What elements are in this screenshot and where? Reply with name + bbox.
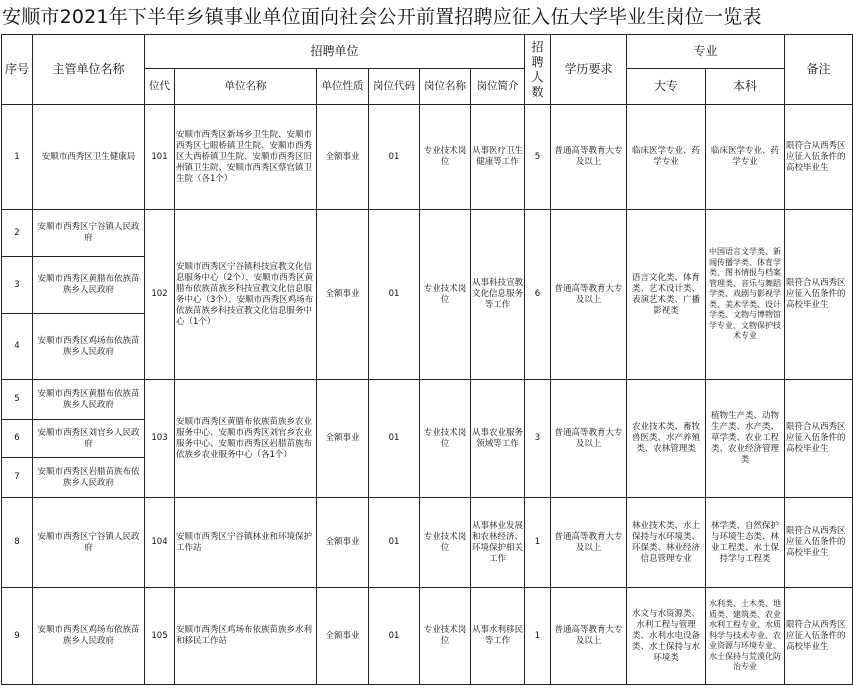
cell-code: 104	[145, 498, 175, 588]
cell-edu: 普通高等教育大专及以上	[551, 210, 627, 380]
cell-desc: 从事水利移民等工作	[471, 588, 525, 685]
cell-remark: 限符合从西秀区应征入伍条件的高校毕业生	[785, 210, 853, 380]
cell-unit: 安顺市西秀区宁谷镇林业和环境保护工作站	[175, 498, 317, 588]
header-post-desc: 岗位简介	[471, 69, 525, 105]
header-post-name: 岗位名称	[420, 69, 471, 105]
cell-code: 101	[145, 105, 175, 210]
page-title: 安顺市2021年下半年乡镇事业单位面向社会公开前置招聘应征入伍大学毕业生岗位一览表	[2, 6, 762, 28]
cell-college: 农业技术类、畜牧兽医类、水产养殖类、农林管理类	[627, 380, 706, 498]
cell-seq: 5	[2, 380, 33, 420]
cell-quota: 1	[525, 588, 551, 685]
table-row	[2, 380, 853, 420]
cell-seq: 4	[2, 314, 33, 380]
cell-desc: 从事科技宣教文化信息服务等工作	[471, 210, 525, 380]
cell-post-code: 01	[369, 588, 420, 685]
cell-quota: 3	[525, 380, 551, 498]
cell-seq: 8	[2, 498, 33, 588]
table-row	[2, 210, 853, 257]
cell-remark: 限符合从西秀区应征入伍条件的高校毕业生	[785, 498, 853, 588]
cell-nature: 全额事业	[317, 105, 369, 210]
cell-bachelor: 水利类、土木类、地质类、建筑类、农业水利工程专业、水质科学与技术专业、农业资源与环境专业、水土保持与荒漠化防治专业	[706, 588, 785, 685]
header-seq: 序号	[2, 35, 33, 105]
cell-remark: 限符合从西秀区应征入伍条件的高校毕业生	[785, 588, 853, 685]
cell-dept: 安顺市西秀区刘官乡人民政府	[33, 420, 145, 458]
cell-seq: 6	[2, 420, 33, 458]
cell-edu: 普通高等教育大专及以上	[551, 588, 627, 685]
cell-post-code: 01	[369, 210, 420, 380]
cell-nature: 全额事业	[317, 380, 369, 498]
header-row-1	[2, 35, 853, 69]
header-college: 大专	[627, 69, 706, 105]
cell-dept: 安顺市西秀区宁谷镇人民政府	[33, 498, 145, 588]
cell-seq: 7	[2, 458, 33, 498]
cell-nature: 全额事业	[317, 588, 369, 685]
cell-desc: 从事农业服务领域等工作	[471, 380, 525, 498]
cell-seq: 2	[2, 210, 33, 257]
cell-edu: 普通高等教育大专及以上	[551, 105, 627, 210]
table-row	[2, 498, 853, 588]
cell-college: 临床医学专业、药学专业	[627, 105, 706, 210]
cell-dept: 安顺市西秀区宁谷镇人民政府	[33, 210, 145, 257]
cell-dept: 安顺市西秀区鸡场布依族苗族乡人民政府	[33, 314, 145, 380]
cell-post-name: 专业技术岗位	[420, 588, 471, 685]
cell-remark: 限符合从西秀区应征入伍条件的高校毕业生	[785, 105, 853, 210]
table-row	[2, 105, 853, 210]
cell-dept: 安顺市西秀区卫生健康局	[33, 105, 145, 210]
header-unit-nature: 单位性质	[317, 69, 369, 105]
job-table	[1, 34, 853, 685]
header-bachelor: 本科	[706, 69, 785, 105]
header-major-group: 专业	[627, 35, 785, 69]
cell-nature: 全额事业	[317, 498, 369, 588]
cell-nature: 全额事业	[317, 210, 369, 380]
header-education: 学历要求	[551, 35, 627, 105]
cell-code: 102	[145, 210, 175, 380]
cell-unit: 安顺市西秀区新场乡卫生院、安顺市西秀区七眼桥镇卫生院、安顺市西秀区大西桥镇卫生院、安顺市西秀区旧州镇卫生院、安顺市西秀区蔡官镇卫生院（各1个）	[175, 105, 317, 210]
cell-dept: 安顺市西秀区黄腊布依族苗族乡人民政府	[33, 380, 145, 420]
cell-post-code: 01	[369, 498, 420, 588]
cell-quota: 5	[525, 105, 551, 210]
cell-desc: 从事医疗卫生健康等工作	[471, 105, 525, 210]
cell-post-name: 专业技术岗位	[420, 105, 471, 210]
cell-seq: 9	[2, 588, 33, 685]
cell-post-code: 01	[369, 380, 420, 498]
cell-unit: 安顺市西秀区宁谷镇科技宣教文化信息服务中心（2个）、安顺市西秀区黄腊布依族苗族乡科技宣教文化信息服务中心（3个）、安顺市西秀区鸡场布依族苗族乡科技宣教文化信息服务中心（1个）	[175, 210, 317, 380]
cell-post-name: 专业技术岗位	[420, 380, 471, 498]
cell-desc: 从事林业发展和农林经济、环境保护相关工作	[471, 498, 525, 588]
cell-college: 语言文化类、体育类、艺术设计类、表演艺术类、广播影视类	[627, 210, 706, 380]
cell-college: 林业技术类、水土保持与水环境类、环保类、林业经济信息管理专业	[627, 498, 706, 588]
cell-post-name: 专业技术岗位	[420, 498, 471, 588]
cell-post-code: 01	[369, 105, 420, 210]
header-dept: 主管单位名称	[33, 35, 145, 105]
cell-dept: 安顺市西秀区岩腊苗族布依族乡人民政府	[33, 458, 145, 498]
cell-code: 103	[145, 380, 175, 498]
cell-code: 105	[145, 588, 175, 685]
cell-remark: 限符合从西秀区应征入伍条件的高校毕业生	[785, 380, 853, 498]
cell-quota: 6	[525, 210, 551, 380]
header-quota: 招聘人数	[525, 35, 551, 105]
cell-unit: 安顺市西秀区鸡场布依族苗族乡水利和移民工作站	[175, 588, 317, 685]
cell-edu: 普通高等教育大专及以上	[551, 498, 627, 588]
cell-quota: 1	[525, 498, 551, 588]
cell-dept: 安顺市西秀区鸡场布依族苗族乡人民政府	[33, 588, 145, 685]
header-post-code: 岗位代码	[369, 69, 420, 105]
cell-seq: 3	[2, 257, 33, 314]
cell-college: 水文与水资源类、水利工程与管理类、水利水电设备类、水土保持与水环境类	[627, 588, 706, 685]
cell-bachelor: 中国语言文学类、新闻传播学类、体育学类、图书情报与档案管理类、音乐与舞蹈学类、戏剧与影视学类、美术学类、设计学类、文物与博物馆学专业、文物保护技术专业	[706, 210, 785, 380]
cell-bachelor: 临床医学专业、药学专业	[706, 105, 785, 210]
cell-post-name: 专业技术岗位	[420, 210, 471, 380]
header-position-code: 位代	[145, 69, 175, 105]
header-unit-group: 招聘单位	[145, 35, 525, 69]
table-row	[2, 588, 853, 685]
cell-edu: 普通高等教育大专及以上	[551, 380, 627, 498]
header-unit-name: 单位名称	[175, 69, 317, 105]
header-remark: 备注	[785, 35, 853, 105]
cell-seq: 1	[2, 105, 33, 210]
cell-unit: 安顺市西秀区黄腊布依族苗族乡农业服务中心、安顺市西秀区刘官乡农业服务中心、安顺市西秀区岩腊苗族布依族乡农业服务中心（各1个）	[175, 380, 317, 498]
cell-bachelor: 林学类、自然保护与环境生态类、林业工程类、水土保持学与工程类	[706, 498, 785, 588]
cell-dept: 安顺市西秀区黄腊布依族苗族乡人民政府	[33, 257, 145, 314]
cell-bachelor: 植物生产类、动物生产类、水产类、草学类、农业工程类、农业经济管理类	[706, 380, 785, 498]
